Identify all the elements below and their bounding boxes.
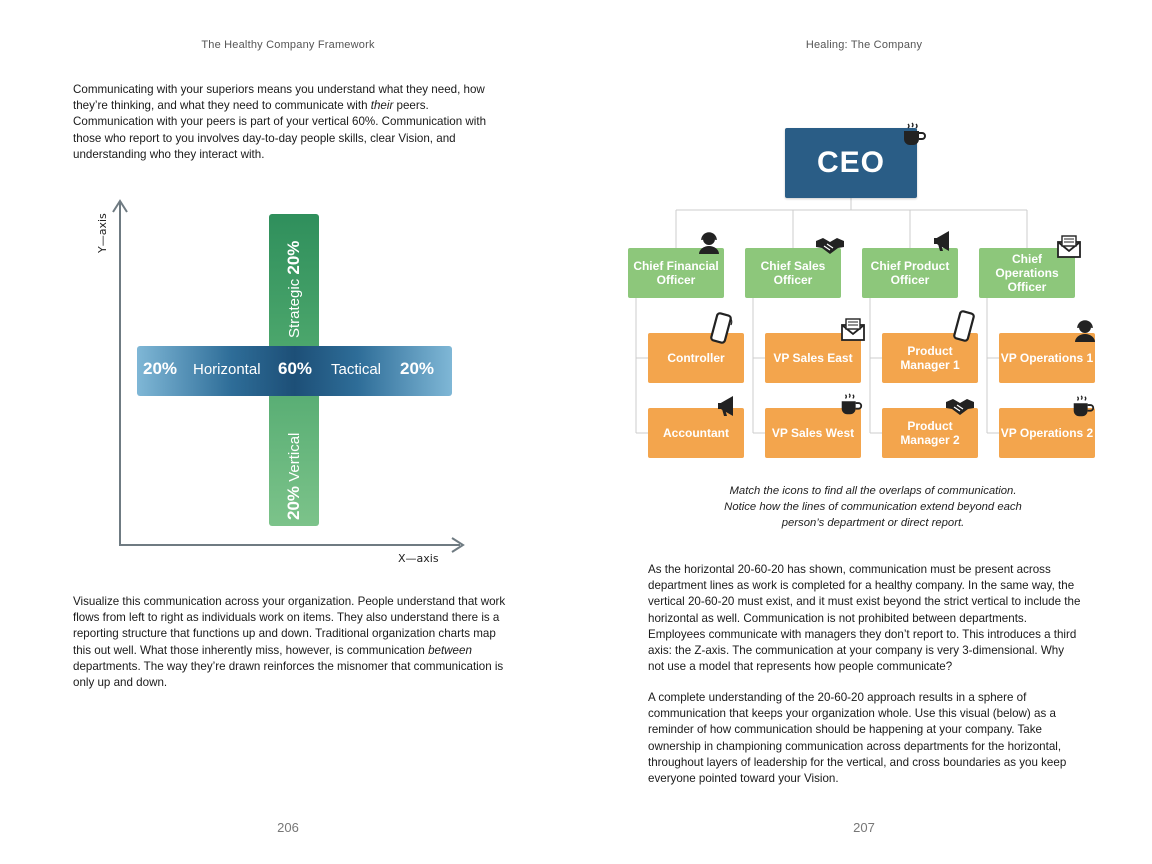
page-number-right: 207 <box>853 820 875 835</box>
report-label: Controller <box>667 351 725 365</box>
caption-line: Notice how the lines of communication extend beyond each <box>724 501 1022 513</box>
report-label: Product Manager 2 <box>900 419 960 447</box>
report-label: Product Manager 1 <box>900 344 960 372</box>
ceo-box <box>785 128 917 198</box>
handshake-icon <box>814 232 846 258</box>
body-text-1: Visualize this communication across your organization. People understand that work flows from left to right as individuals work on items. They also understand there is a reporting structure that functions up and down. Traditional organization charts map this out well. What those inherently miss, however, is communication <box>73 595 506 657</box>
running-head-right: Healing: The Company <box>805 39 923 51</box>
page-number-left: 206 <box>277 820 299 835</box>
megaphone-icon <box>932 228 958 254</box>
phone-icon <box>952 310 976 344</box>
right-paragraph-2: A complete understanding of the 20-60-20 approach results in a sphere of communication that keeps your organization whole. Use this visual (below) as a reminder of how communication should be happening at your company. Take ownership in championing communication across departments for the horizontal, throughout layers of leadership for the vertical, and cross boundaries as you keep everyone pointed toward your Vision. <box>648 691 1067 786</box>
ceo-label: CEO <box>816 146 885 179</box>
vertical-bottom-text <box>284 433 304 520</box>
report-label: VP Operations 1 <box>1000 351 1094 365</box>
phone-icon <box>710 312 734 346</box>
envelope-icon <box>1056 233 1082 259</box>
horizontal-center-pct: 60% <box>278 359 313 378</box>
y-axis-label: Y—axis <box>96 213 109 253</box>
caption-line: Match the icons to find all the overlaps of communication. <box>729 485 1017 497</box>
chief-financial-officer-box <box>628 248 724 298</box>
report-label: VP Operations 2 <box>1000 426 1094 440</box>
megaphone-icon <box>716 393 742 419</box>
intro-text-2: peers. Communication with your peers is part of your vertical 60%. Communication with those who report to you involves day-to-day people skills, clear Vision, and understanding who they interact with. <box>73 99 487 161</box>
headset-icon <box>696 229 722 255</box>
chief-product-officer-box <box>862 248 958 298</box>
report-label: VP Sales West <box>771 426 855 440</box>
chief-label: Chief Operations Officer <box>995 252 1059 294</box>
body-paragraph <box>73 594 506 691</box>
running-head-left: The Healthy Company Framework <box>201 39 375 51</box>
horizontal-right-pct: 20% <box>400 359 435 378</box>
headset-icon <box>1072 317 1098 343</box>
handshake-icon <box>944 393 976 419</box>
coffee-cup-icon <box>838 391 864 417</box>
intro-text-1: Communicating with your superiors means you understand what they need, how they’re thinking, and what they need to communicate with <box>73 83 485 113</box>
horizontal-label: Horizontal <box>193 361 261 378</box>
chief-label: Chief Product Officer <box>870 259 950 287</box>
strategic-pct: 20% <box>284 240 303 275</box>
horizontal-bar <box>137 346 452 396</box>
right-page <box>576 0 1152 864</box>
chief-label: Chief Sales Officer <box>760 259 826 287</box>
vertical-label: Vertical <box>286 432 303 482</box>
chief-label: Chief Financial Officer <box>633 259 719 287</box>
coffee-cup-icon <box>900 120 928 148</box>
body-emphasis: between <box>428 643 472 657</box>
right-paragraph-1: As the horizontal 20-60-20 has shown, communication must be present across department lines as work is completed for a healthy company. In the same way, the vertical 20-60-20 must exist, and it must exist beyond the strict vertical to include the horizontal as well. Communication is not prohibited between departments. Employees communicate with managers they don’t report to. This introduces a third axis: the Z-axis. The communication at your company is very 3-dimensional. Why not use a model that represents how people communicate? <box>648 563 1081 674</box>
caption-line: person’s department or direct report. <box>781 517 965 529</box>
strategic-label: Strategic <box>286 278 303 338</box>
intro-emphasis: their <box>370 99 394 113</box>
report-label: VP Sales East <box>773 351 853 365</box>
coffee-cup-icon <box>1070 393 1096 419</box>
tactical-label: Tactical <box>331 361 382 378</box>
envelope-icon <box>840 316 866 342</box>
body-text-2: departments. The way they’re drawn reinforces the misnomer that communication is only up and down. <box>73 659 504 690</box>
org-chart-caption <box>648 483 1098 531</box>
report-label: Accountant <box>663 426 729 440</box>
horizontal-left-pct: 20% <box>143 359 178 378</box>
vertical-pct: 20% <box>284 485 303 520</box>
vertical-top-text <box>284 241 304 338</box>
x-axis-label: X—axis <box>398 552 439 565</box>
